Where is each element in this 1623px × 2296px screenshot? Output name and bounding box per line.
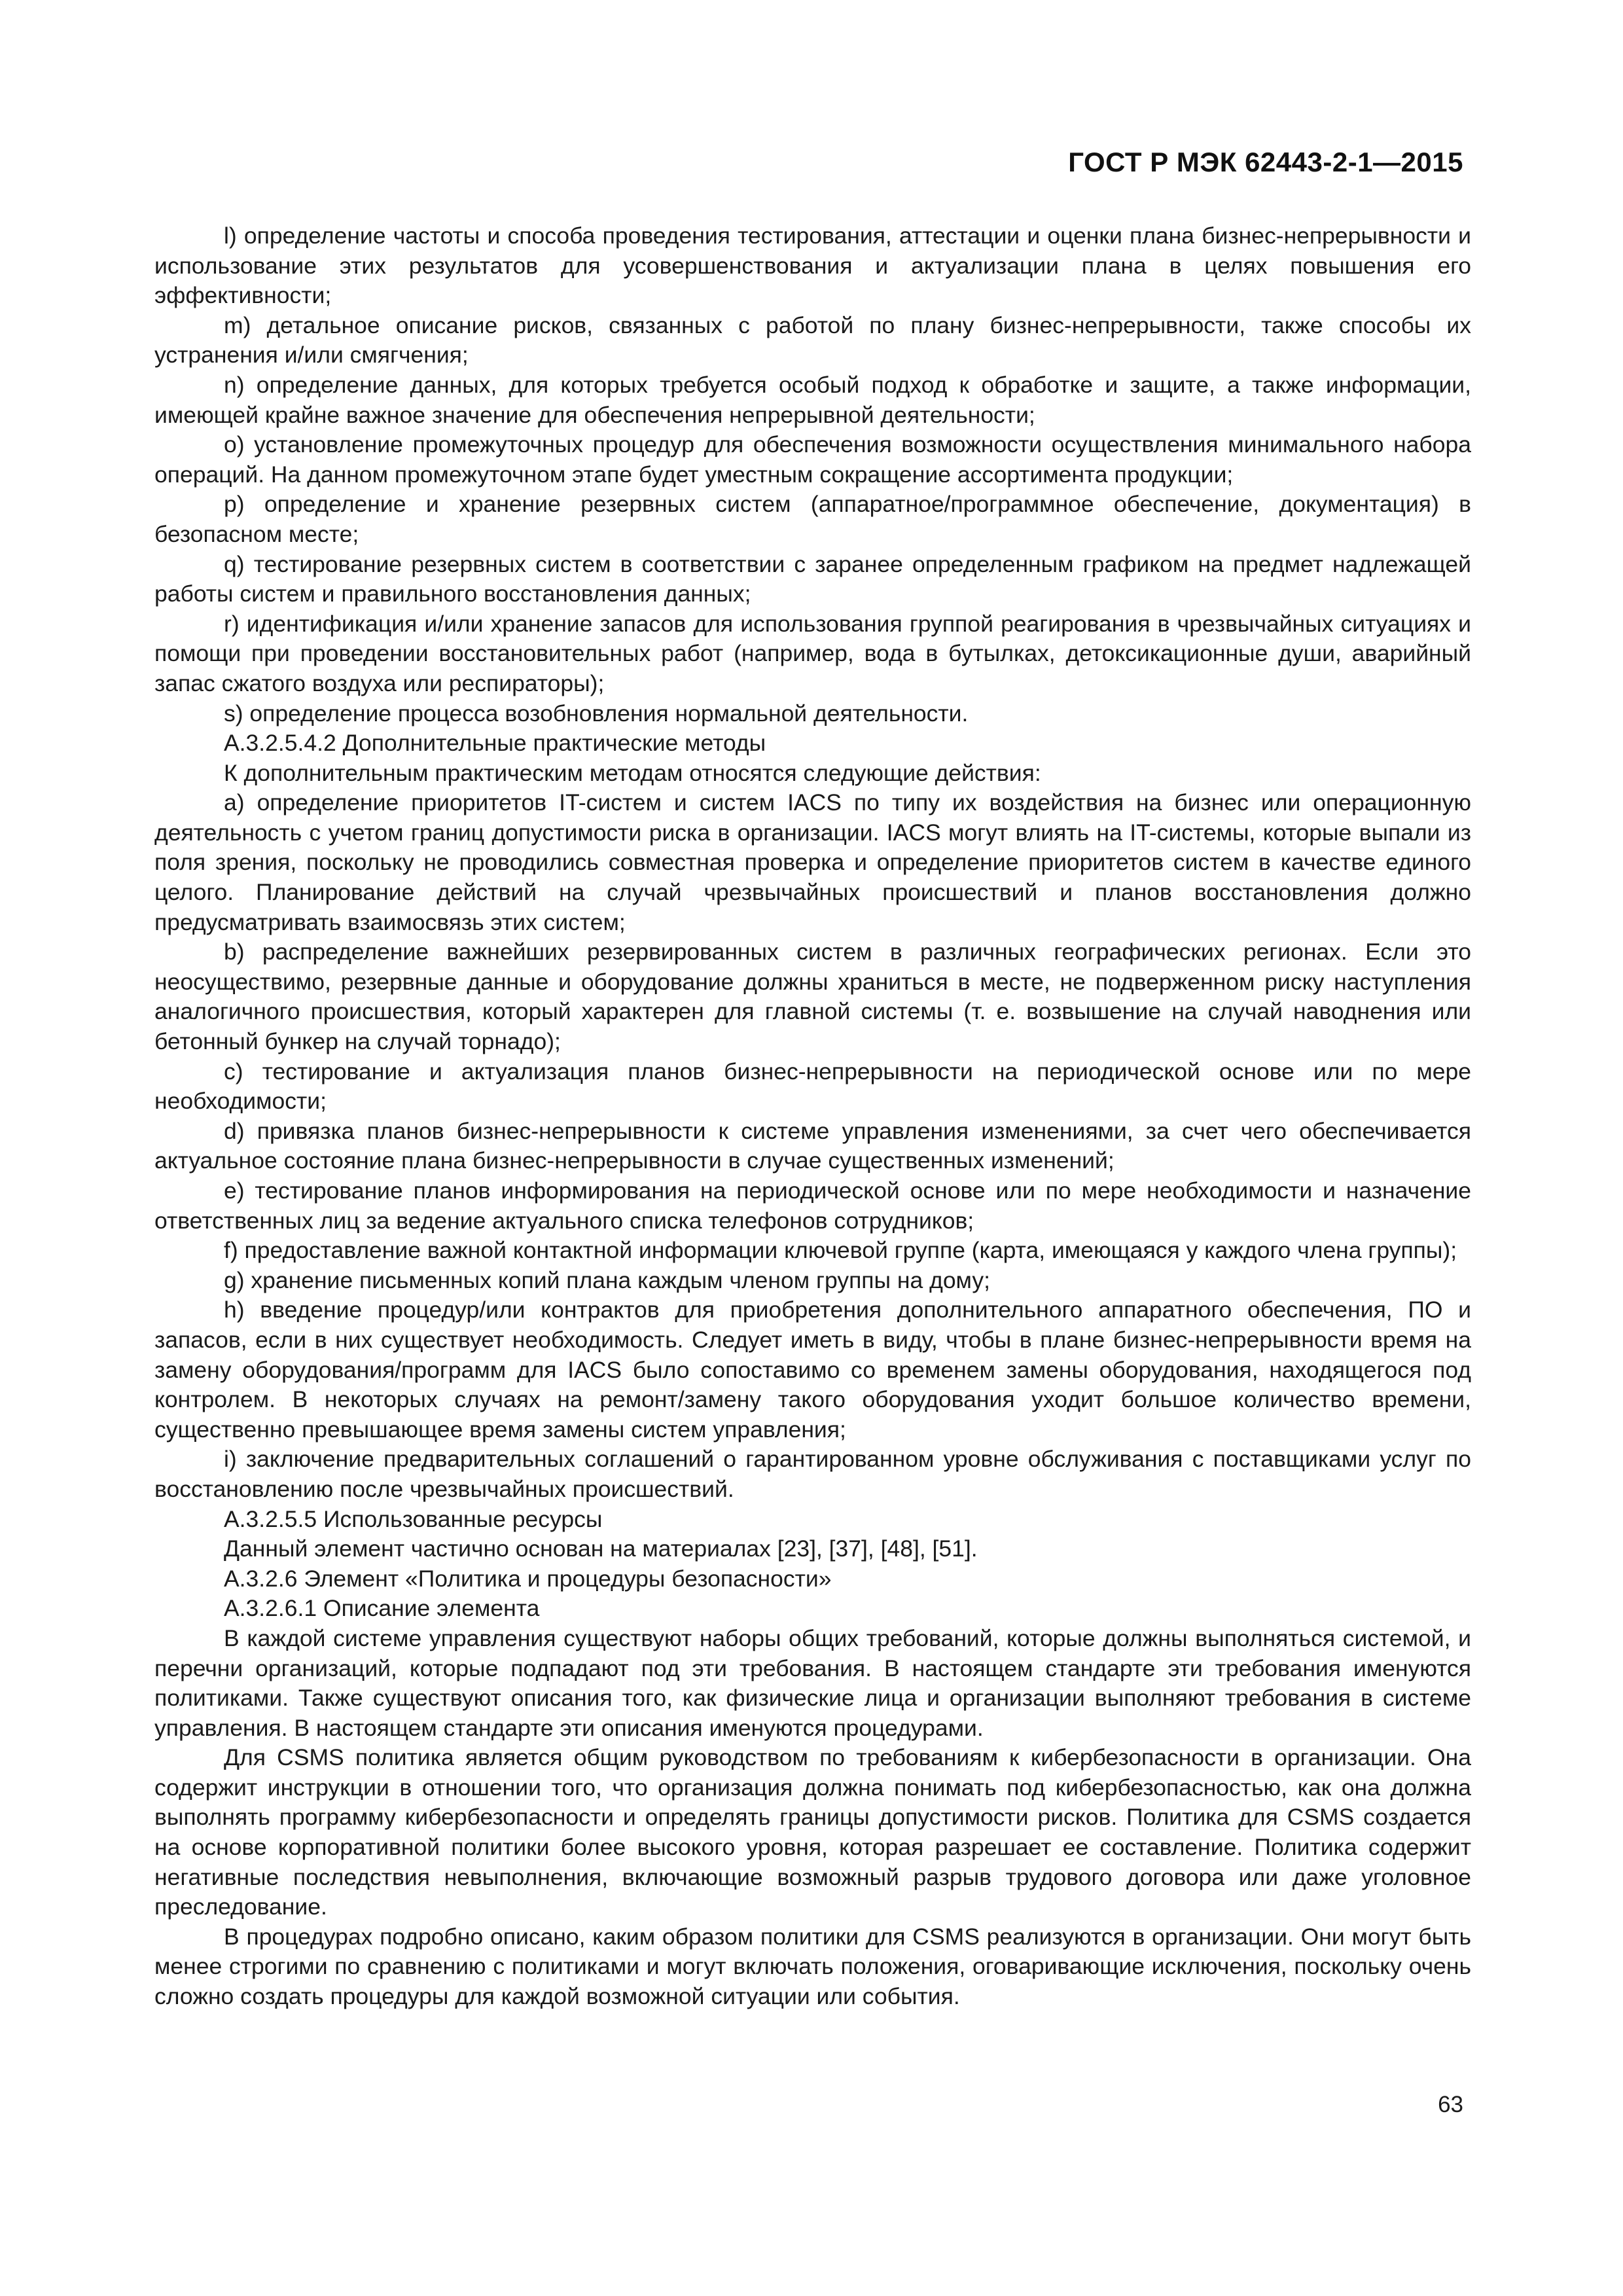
standard-header: ГОСТ Р МЭК 62443-2-1—2015 (1068, 147, 1463, 177)
section-heading: А.3.2.5.5 Использованные ресурсы (224, 1505, 603, 1532)
paragraph: l) определение частоты и способа проведения тестирования, аттестации и оценки плана бизнес-непрерывности и использование этих результатов для усовершенствования и актуализации плана в целях повышения его эффективности; (154, 223, 1471, 309)
paragraph: К дополнительным практическим методам относятся следующие действия: (224, 759, 1041, 786)
paragraph: о) установление промежуточных процедур для обеспечения возможности осуществления минимального набора операций. На данном промежуточном этапе будет уместным сокращение ассортимента продукции; (154, 431, 1471, 488)
paragraph: q) тестирование резервных систем в соответствии с заранее определенным графиком на предмет надлежащей работы систем и правильного восстановления данных; (154, 550, 1471, 607)
paragraph: d) привязка планов бизнес-непрерывности к системе управления изменениями, за счет чего обеспечивается актуальное состояние плана бизнес-непрерывности в случае существенных изменений; (154, 1117, 1471, 1174)
paragraph: s) определение процесса возобновления нормальной деятельности. (224, 700, 969, 726)
section-heading: А.3.2.6 Элемент «Политика и процедуры безопасности» (224, 1565, 832, 1592)
paragraph: i) заключение предварительных соглашений о гарантированном уровне обслуживания с поставщиками услуг по восстановлению после чрезвычайных происшествий. (154, 1446, 1471, 1502)
page-number: 63 (1438, 2092, 1463, 2117)
section-heading: А.3.2.6.1 Описание элемента (224, 1595, 540, 1622)
paragraph: g) хранение письменных копий плана каждым членом группы на дому; (224, 1266, 990, 1293)
section-heading: А.3.2.5.4.2 Дополнительные практические методы (224, 730, 766, 757)
paragraph: а) определение приоритетов IT-систем и систем IACS по типу их воздействия на бизнес или операционную деятельность с учетом границ допустимости риска в организации. IACS могут влиять на IT-системы, которые выпали из поля зрения, поскольку не проводились совместная проверка и определение приоритетов систем в качестве единого целого. Планирование действий на случай чрезвычайных происшествий и планов восстановления должно предусматривать взаимосвязь этих систем; (154, 789, 1471, 935)
paragraph: n) определение данных, для которых требуется особый подход к обработке и защите, а также информации, имеющей крайне важное значение для обеспечения непрерывной деятельности; (154, 371, 1471, 428)
paragraph: р) определение и хранение резервных систем (аппаратное/программное обеспечение, документация) в безопасном месте; (154, 491, 1471, 547)
paragraph: m) детальное описание рисков, связанных с работой по плану бизнес-непрерывности, также способы их устранения и/или смягчения; (154, 312, 1471, 368)
document-body (154, 221, 1471, 2012)
paragraph: с) тестирование и актуализация планов бизнес-непрерывности на периодической основе или по мере необходимости; (154, 1058, 1471, 1115)
paragraph: f) предоставление важной контактной информации ключевой группе (карта, имеющаяся у каждого члена группы); (224, 1237, 1457, 1264)
paragraph: Для CSMS политика является общим руководством по требованиям к кибербезопасности в организации. Она содержит инструкции в отношении того, что организация должна понимать под кибербезопасностью, как она должна выполнять программу кибербезопасности и определять границы допустимости рисков. Политика для CSMS создается на основе корпоративной политики более высокого уровня, которая разрешает ее составление. Политика содержит негативные последствия невыполнения, включающие возможный разрыв трудового договора или даже уголовное преследование. (154, 1744, 1471, 1920)
paragraph: h) введение процедур/или контрактов для приобретения дополнительного аппаратного обеспечения, ПО и запасов, если в них существует необходимость. Следует иметь в виду, чтобы в плане бизнес-непрерывности время на замену оборудования/программ для IACS было сопоставимо со временем замены оборудования, находящегося под контролем. В некоторых случаях на ремонт/замену такого оборудования уходит большое количество времени, существенно превышающее время замены систем управления; (154, 1297, 1471, 1443)
paragraph: b) распределение важнейших резервированных систем в различных географических регионах. Если это неосуществимо, резервные данные и оборудование должны храниться в месте, не подверженном риску наступления аналогичного происшествия, который характерен для главной системы (т. е. возвышение на случай наводнения или бетонный бункер на случай торнадо); (154, 939, 1471, 1055)
paragraph: Данный элемент частично основан на материалах [23], [37], [48], [51]. (224, 1535, 978, 1562)
paragraph: r) идентификация и/или хранение запасов для использования группой реагирования в чрезвычайных ситуациях и помощи при проведении восстановительных работ (например, вода в бутылках, детоксикационные души, аварийный запас сжатого воздуха или респираторы); (154, 610, 1471, 696)
paragraph: е) тестирование планов информирования на периодической основе или по мере необходимости и назначение ответственных лиц за ведение актуального списка телефонов сотрудников; (154, 1177, 1471, 1234)
paragraph: В процедурах подробно описано, каким образом политики для CSMS реализуются в организации. Они могут быть менее строгими по сравнению с политиками и могут включать положения, оговаривающие исключения, поскольку очень сложно создать процедуры для каждой возможной ситуации или события. (154, 1923, 1471, 2010)
paragraph: В каждой системе управления существуют наборы общих требований, которые должны выполняться системой, и перечни организаций, которые подпадают под эти требования. В настоящем стандарте эти требования именуются политиками. Также существуют описания того, как физические лица и организации выполняют требования в системе управления. В настоящем стандарте эти описания именуются процедурами. (154, 1624, 1471, 1741)
